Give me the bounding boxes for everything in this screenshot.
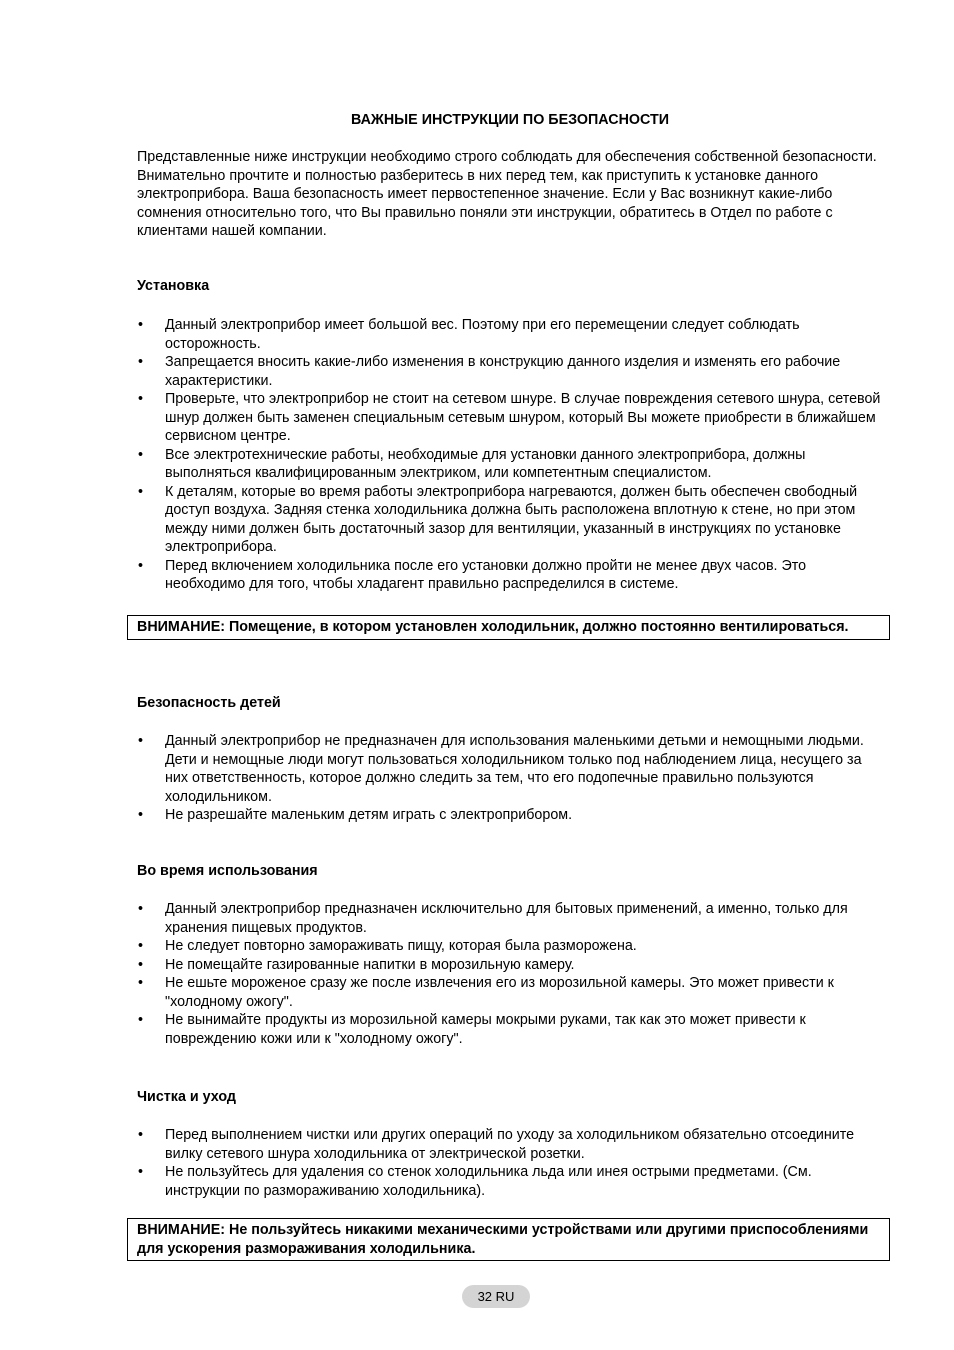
bullet: • — [138, 557, 144, 574]
installation-list — [137, 316, 887, 594]
bullet: • — [138, 1127, 144, 1143]
list-item: • Все электротехнические работы, необходимые для установки данного электроприбора, должны выполняться квалифицированным электриком, или компетентным специалистом. — [138, 446, 806, 481]
list-item: • Не вынимайте продукты из морозильной камеры мокрыми руками, так как это может привести к повреждению кожи или к "холодному ожогу". — [138, 1012, 806, 1047]
bullet: • — [138, 956, 144, 973]
bullet: • — [138, 733, 144, 749]
bullet: • — [138, 901, 144, 917]
list-item: • К деталям, которые во время работы электроприбора нагреваются, должен быть обеспечен свободный доступ воздуха. Задняя стенка холодильника должна быть расположена вплотную к стене, но при этом между ними должен быть достаточный зазор для вентиляции, указанный в инструкциях по установке электроприбора. — [138, 483, 858, 555]
list-item: • Не ешьте мороженое сразу же после извлечения его из морозильной камеры. Это может привести к "холодному ожогу". — [138, 975, 834, 1010]
section-heading-installation: Установка — [137, 278, 210, 294]
section-heading-cleaning: Чистка и уход — [137, 1089, 236, 1105]
page-number-badge: 32 RU — [462, 1285, 530, 1308]
list-item: • Данный электроприбор предназначен исключительно для бытовых применений, а именно, только для хранения пищевых продуктов. — [138, 901, 848, 936]
bullet: • — [138, 354, 144, 370]
list-item: • Не помещайте газированные напитки в морозильную камеру. — [138, 956, 575, 973]
list-item: • Данный электроприбор не предназначен для использования маленькими детьми и немощными людьми. Дети и немощные люди могут пользоваться холодильником только под наблюдением лица, несущего за них ответственность, которое должно следить за тем, что его подопечные правильно пользуются холодильником. — [138, 733, 864, 805]
list-item: • Перед включением холодильника после его установки должно пройти не менее двух часов. Это необходимо для того, чтобы хладагент правильно распределился в системе. — [138, 557, 807, 592]
warning-box-defrosting: ВНИМАНИЕ: Не пользуйтесь никакими механическими устройствами или другими приспособлениями для ускорения размораживания холодильника. — [127, 1218, 890, 1261]
children-list — [137, 732, 887, 825]
list-item: • Не разрешайте маленьким детям играть с электроприбором. — [138, 807, 573, 823]
bullet: • — [138, 446, 144, 463]
list-item: • Запрещается вносить какие-либо изменения в конструкцию данного изделия и изменять его рабочие характеристики. — [138, 354, 841, 389]
bullet: • — [138, 391, 144, 407]
usage-list — [137, 900, 887, 1048]
list-item: • Не следует повторно замораживать пищу, которая была разморожена. — [138, 938, 637, 954]
list-item: • Данный электроприбор имеет большой вес. Поэтому при его перемещении следует соблюдать осторожность. — [138, 317, 800, 352]
warning-box-ventilation: ВНИМАНИЕ: Помещение, в котором установлен холодильник, должно постоянно вентилироваться. — [127, 615, 890, 640]
bullet: • — [138, 938, 144, 954]
list-item: • Проверьте, что электроприбор не стоит на сетевом шнуре. В случае повреждения сетевого шнура, сетевой шнур должен быть заменен специальным сетевым шнуром, который Вы можете приобрести в ближайшем сервисном центре. — [138, 391, 881, 444]
bullet: • — [138, 483, 144, 500]
bullet: • — [138, 317, 144, 333]
cleaning-list — [137, 1126, 887, 1200]
bullet: • — [138, 1164, 144, 1180]
page-title: ВАЖНЫЕ ИНСТРУКЦИИ ПО БЕЗОПАСНОСТИ — [351, 112, 669, 128]
bullet: • — [138, 807, 144, 823]
intro-paragraph: Представленные ниже инструкции необходимо строго соблюдать для обеспечения собственной безопасности. Внимательно прочтите и полностью разберитесь в них перед тем, как приступить к установке данного электроприбора. Ваша безопасность имеет первостепенное значение. Если у Вас возникнут какие-либо сомнения относительно того, что Вы правильно поняли эти инструкции, обратитесь в Отдел по работе с клиентами нашей компании. — [137, 149, 877, 239]
list-item: • Перед выполнением чистки или других операций по уходу за холодильником обязательно отсоедините вилку сетевого шнура холодильника от электрической розетки. — [138, 1127, 855, 1162]
list-item: • Не пользуйтесь для удаления со стенок холодильника льда или инея острыми предметами. (См. инструкции по размораживанию холодильника). — [138, 1164, 812, 1199]
section-heading-usage: Во время использования — [137, 863, 318, 879]
bullet: • — [138, 975, 144, 991]
section-heading-children: Безопасность детей — [137, 695, 281, 711]
bullet: • — [138, 1012, 144, 1028]
